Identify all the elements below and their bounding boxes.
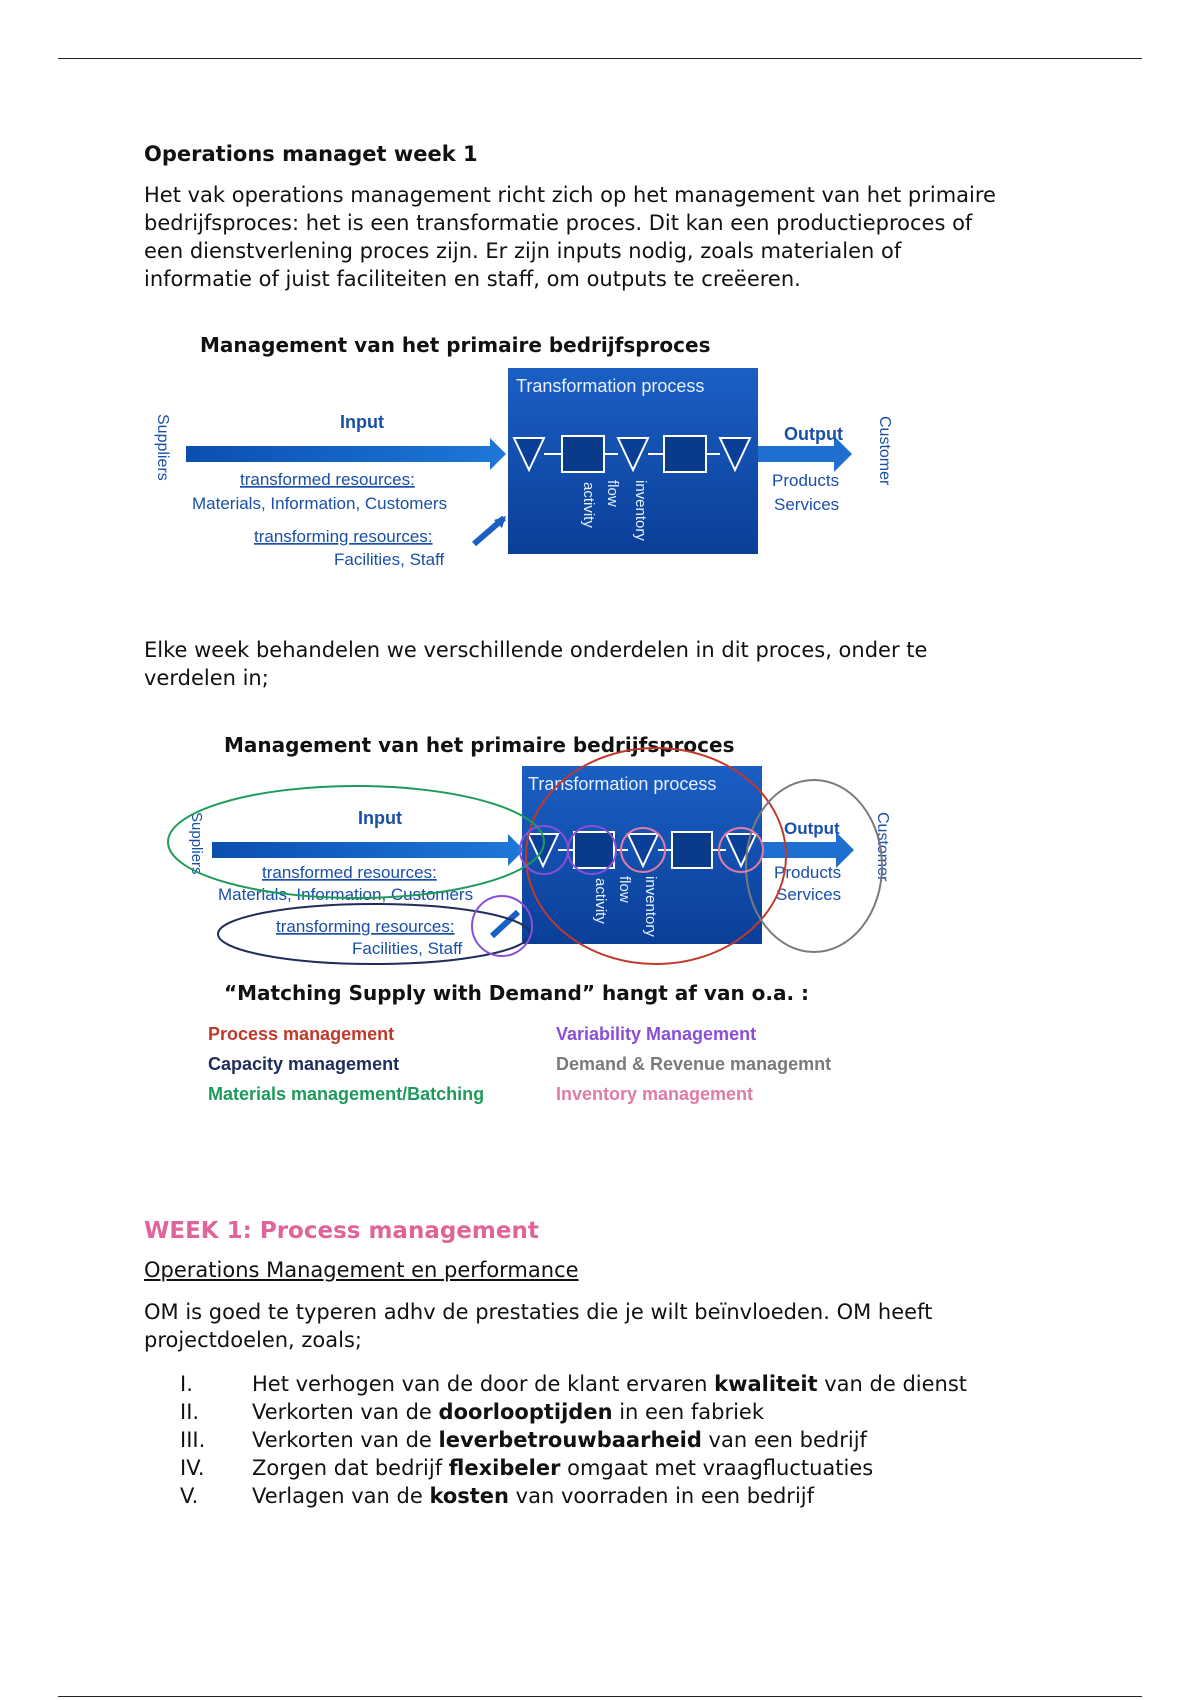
between-paragraph: Elke week behandelen we verschillende onderdelen in dit proces, onder te verdelen in; [144,638,928,690]
legend-process: Process management [208,1024,395,1044]
transformed-label: transformed resources: [240,470,415,489]
header-rule [58,58,1142,59]
output-label: Output [784,819,840,838]
process-diagram-1 [144,330,924,580]
week-section [144,1218,1064,1510]
week-subheading: Operations Management en performance [144,1258,579,1282]
suppliers-label: Suppliers [188,812,205,875]
flow-label: flow [604,480,621,507]
diagram-title: Management van het primaire bedrijfsproces [224,733,735,757]
services-label: Services [774,495,840,514]
transforming-items: Facilities, Staff [352,939,463,958]
inventory-label: inventory [632,480,649,541]
activity-label: activity [592,878,609,924]
transformation-label: Transformation process [516,376,705,396]
transformed-items: Materials, Information, Customers [192,494,448,513]
footer-rule [58,1696,1142,1697]
inventory-label: inventory [642,876,659,937]
customer-label: Customer [876,416,893,486]
process-diagram-2 [140,716,920,1116]
matching-caption: “Matching Supply with Demand” hangt af van o.a. : [224,981,810,1005]
list-item: V. Verlagen van de kosten van voorraden in een bedrijf [180,1484,815,1508]
flow-label: flow [616,876,633,903]
legend [208,1024,831,1104]
input-label: Input [340,412,384,432]
output-label: Output [784,424,843,444]
week-heading: WEEK 1: Process management [144,1218,539,1244]
products-label: Products [774,863,842,882]
transforming-label: transforming resources: [254,527,433,546]
transforming-items: Facilities, Staff [334,550,445,569]
customer-label: Customer [874,812,891,882]
intro-section [144,142,1064,293]
input-label: Input [358,808,402,828]
list-item: III. Verkorten van de leverbetrouwbaarheid van een bedrijf [180,1428,867,1452]
diagram-title: Management van het primaire bedrijfsproces [200,333,711,357]
goals-list [144,1370,1064,1510]
legend-materials: Materials management/Batching [208,1084,485,1104]
input-arrow [212,834,524,866]
legend-demand: Demand & Revenue managemnt [556,1054,832,1074]
transformation-label: Transformation process [528,774,717,794]
intro-paragraph: Het vak operations management richt zich op het management van het primaire bedrijfsproces: het is een transformatie proces. Dit kan een productieproces of een dienstverlening proces zijn. Er zijn inputs nodig, zoals materialen of informatie of juist faciliteiten en staff, om outputs te creëeren. [144,183,996,291]
input-arrow [186,438,506,470]
page-title: Operations managet week 1 [144,142,478,166]
legend-variability: Variability Management [556,1024,757,1044]
list-item: II. Verkorten van de doorlooptijden in een fabriek [180,1400,764,1424]
products-label: Products [772,471,840,490]
legend-inventory: Inventory management [556,1084,754,1104]
activity-label: activity [580,482,597,528]
services-label: Services [776,885,842,904]
suppliers-label: Suppliers [154,414,171,481]
legend-capacity: Capacity management [208,1054,400,1074]
transforming-label: transforming resources: [276,917,455,936]
list-item: I. Het verhogen van de door de klant ervaren kwaliteit van de dienst [180,1372,968,1396]
list-item: IV. Zorgen dat bedrijf flexibeler omgaat met vraagfluctuaties [180,1456,874,1480]
transformed-label: transformed resources: [262,863,437,882]
transformed-items: Materials, Information, Customers [218,885,474,904]
week-lead: OM is goed te typeren adhv de prestaties die je wilt beïnvloeden. OM heeft projectdoelen, zoals; [144,1300,933,1352]
